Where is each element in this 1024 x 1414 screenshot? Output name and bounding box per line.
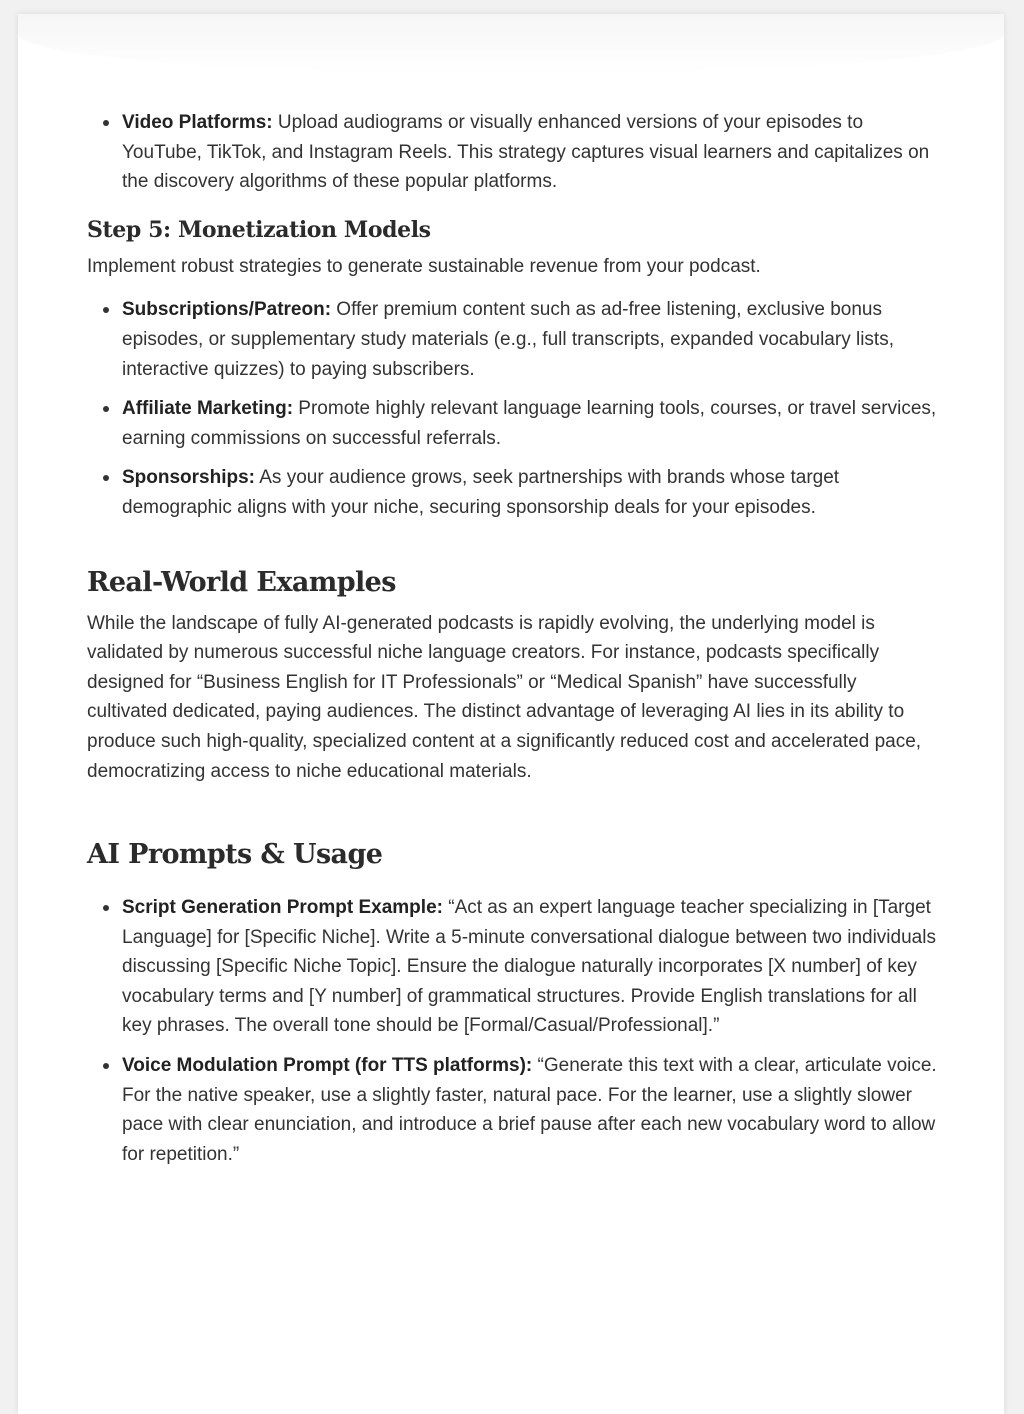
monetization-list [87,295,937,522]
list-item-label: Affiliate Marketing: [122,398,294,420]
list-item-label: Script Generation Prompt Example: [122,897,443,919]
list-item-affiliate [122,394,937,453]
article-content [87,108,937,1179]
bullet-icon [103,905,109,911]
list-item-label: Video Platforms: [122,112,273,133]
bullet-icon [103,307,109,313]
list-item-text: Upload audiograms or visually enhanced versions of your episodes to YouTube, TikTok, and Instagram Reels. This strategy captures visual learners and capitalizes on the discovery algorithms of these popular platforms. [122,112,930,193]
list-item-label: Sponsorships: [122,467,256,489]
list-item-subscriptions [122,295,937,384]
list-item-text: “Act as an expert language teacher specializing in [Target Language] for [Specific Niche]. Write a 5-minute conversational dialogue between two individuals discussing [Specific Niche Topic]. Ensure the dialogue naturally incorporates [X number] of key vocabulary terms and [Y number] of grammatical structures. Provide English translations for all key phrases. The overall tone should be [Formal/Casual/Professional].” [122,897,936,1037]
list-item-text: Offer premium content such as ad-free listening, exclusive bonus episodes, or supplementary study materials (e.g., full transcripts, expanded vocabulary lists, interactive quizzes) to paying subscribers. [122,299,894,380]
examples-paragraph: While the landscape of fully AI-generated podcasts is rapidly evolving, the underlying model is validated by numerous successful niche language creators. For instance, podcasts specifically designed for “Business English for IT Professionals” or “Medical Spanish” have successfully cultivated dedicated, paying audiences. The distinct advantage of leveraging AI lies in its ability to produce such high-quality, specialized content at a significantly reduced cost and accelerated pace, democratizing access to niche educational materials. [87,612,922,782]
bullet-icon [103,406,109,412]
examples-heading: Real-World Examples [87,566,396,598]
bullet-icon [103,475,109,481]
list-item-voice-prompt [122,1051,937,1169]
document-page [18,14,1004,1414]
distribution-list [87,108,937,197]
step5-heading: Step 5: Monetization Models [87,216,431,243]
list-item-script-prompt [122,893,937,1041]
list-item-video-platforms [122,108,937,197]
step5-intro: Implement robust strategies to generate sustainable revenue from your podcast. [87,255,761,277]
prompts-heading: AI Prompts & Usage [87,839,383,871]
list-item-text: Promote highly relevant language learning tools, courses, or travel services, earning commissions on successful referrals. [122,398,937,449]
bullet-icon [103,120,109,126]
list-item-sponsorships [122,463,937,522]
list-item-label: Voice Modulation Prompt (for TTS platforms): [122,1055,533,1077]
list-item-text: As your audience grows, seek partnerships with brands whose target demographic aligns with your niche, securing sponsorship deals for your episodes. [122,467,840,518]
page-top-shade [18,14,1004,74]
bullet-icon [103,1063,109,1069]
prompts-list [87,893,937,1169]
list-item-text: “Generate this text with a clear, articulate voice. For the native speaker, use a slightly faster, natural pace. For the learner, use a slightly slower pace with clear enunciation, and introduce a brief pause after each new vocabulary word to allow for repetition.” [122,1055,937,1165]
list-item-label: Subscriptions/Patreon: [122,299,332,321]
